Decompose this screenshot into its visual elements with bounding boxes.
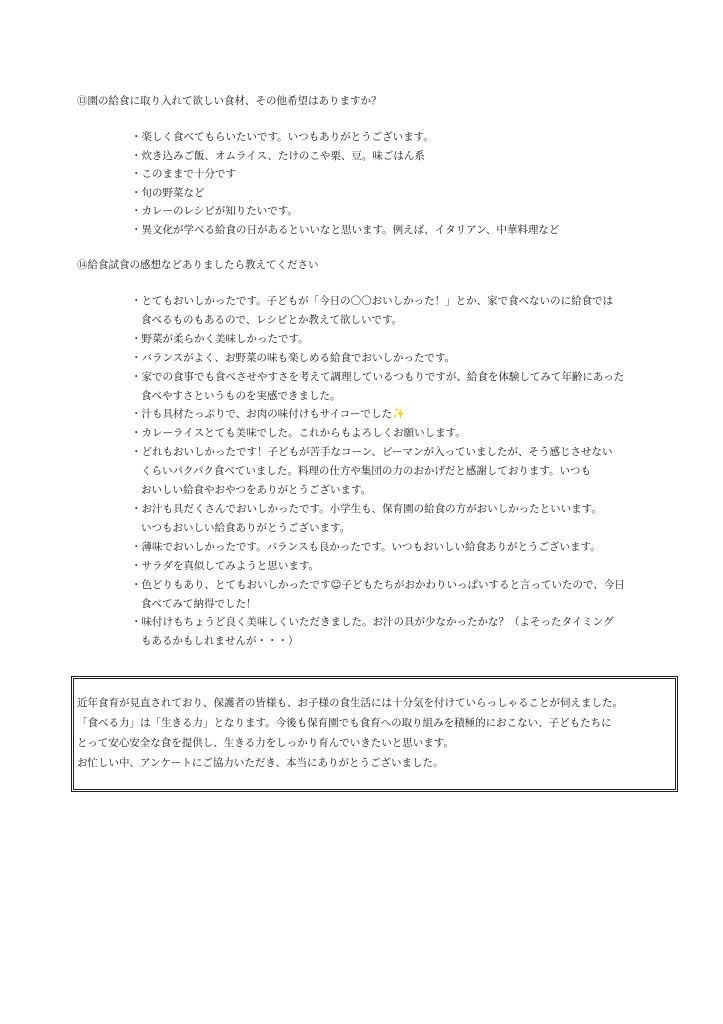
- answer-line: ・お汁も具だくさんでおいしかったです。小学生も、保育園の給食の方がおいしかったといいます。: [131, 502, 602, 515]
- answer-item: [131, 500, 691, 538]
- notice-line: 「食べる力」は「生きる力」となります。今後も保育園でも食育への取り組みを積極的におこない、子どもたちに: [77, 717, 612, 729]
- answer-item: [131, 424, 691, 443]
- answer-line: いつもおいしい給食ありがとうございます。: [141, 521, 351, 534]
- answer-item: [131, 576, 691, 614]
- question-13-heading: ⑬園の給食に取り入れて欲しい食材、その他希望はありますか？: [77, 95, 382, 107]
- answer-line: 食べやすさというものを実感できました。: [141, 389, 341, 402]
- answer-item: [131, 405, 691, 424]
- answer-item: [131, 368, 691, 406]
- answer-item: ・カレーのレシピが知りたいです。: [131, 205, 298, 218]
- question-13-answers: [131, 128, 691, 240]
- answer-line: ・汁も具材たっぷりで、お肉の味付けもサイコーでした✨: [131, 408, 406, 421]
- answer-item: [131, 613, 691, 651]
- notice-line: 近年食育が見直されており、保護者の皆様も、お子様の食生活には十分気を付けていらっしゃることが伺えました。: [77, 697, 623, 709]
- answer-line: もあるかもしれませんが・・・）: [141, 635, 299, 648]
- answer-item: [131, 330, 691, 349]
- notice-line: とって安心安全な食を提供し、生きる力をしっかり育んでいきたいと思います。: [77, 737, 454, 749]
- answer-item: [131, 538, 691, 557]
- answer-line: ・とてもおいしかったです。子どもが「今日の〇〇おいしかった！」とか、家で食べないのに給食では: [131, 295, 614, 307]
- answer-item: [131, 292, 691, 330]
- answer-item: ・楽しく食べてもらいたいです。いつもありがとうございます。: [131, 131, 434, 143]
- answer-line: 食べるものもあるので、レシピとか教えて欲しいです。: [141, 313, 403, 326]
- answer-item: [131, 349, 691, 368]
- question-14-heading: ⑭給食試食の感想などありましたら教えてください: [77, 259, 319, 271]
- answer-item: [131, 557, 691, 576]
- answer-line: ・色どりもあり、とてもおいしかったです☺子どもたちがおかわりいっぱいすると言っていたので、今日: [131, 578, 625, 591]
- closing-notice-box: [71, 676, 678, 792]
- answer-line: ・味付けもちょうど良く美味しくいただきました。お汁の具が少なかったかな？（よそったタイミング: [131, 616, 614, 629]
- answer-item: ・異文化が学べる給食の日があるといいなと思います。例えば、イタリアン、中華料理など: [131, 223, 560, 236]
- answer-item: [131, 443, 691, 500]
- answer-line: ・野菜が柔らかく美味しかったです。: [131, 332, 309, 345]
- answer-line: おいしい給食やおやつをありがとうございます。: [141, 484, 372, 497]
- answer-line: くらいパクパク食べていました。料理の仕方や集団の力のおかげだと感謝しております。いつも: [141, 465, 592, 478]
- answer-item: ・炊き込みご飯、オムライス、たけのこや栗、豆。味ごはん系: [131, 149, 425, 162]
- question-14-answers: [131, 292, 691, 651]
- answer-line: ・カレーライスとても美味でした。これからもよろしくお願いします。: [131, 427, 466, 440]
- answer-line: 食べてみて納得でした！: [141, 597, 257, 610]
- answer-line: ・薄味でおいしかったです。バランスも良かったです。いつもおいしい給食ありがとうございます。: [131, 540, 601, 553]
- answer-line: ・家での食事でも食べさせやすさを考えて調理しているつもりですが、給食を体験してみて年齢にあった: [131, 370, 625, 383]
- notice-line: お忙しい中、アンケートにご協力いただき、本当にありがとうございました。: [77, 757, 444, 769]
- answer-item: ・旬の野菜など: [131, 186, 205, 199]
- answer-item: ・このままで十分です: [131, 168, 236, 181]
- answer-line: ・どれもおいしかったです！子どもが苦手なコーン、ピーマンが入っていましたが、そう感じさせない: [131, 446, 613, 459]
- answer-line: ・サラダを真似してみようと思います。: [131, 559, 320, 572]
- answer-line: ・バランスがよく、お野菜の味も楽しめる給食でおいしかったです。: [131, 351, 456, 364]
